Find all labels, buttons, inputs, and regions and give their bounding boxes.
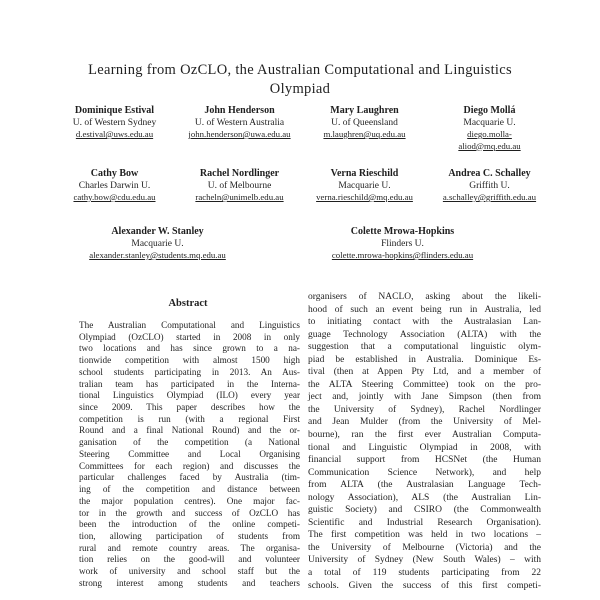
author-cell [280, 225, 525, 262]
author-name: Rachel Nordlinger [199, 168, 280, 179]
author-email-link[interactable]: verna.rieschild@mq.edu.au [316, 192, 413, 202]
text-line: piad be established in Australia. Dominique Es- [308, 354, 541, 365]
author-email-link[interactable]: m.laughren@uq.edu.au [323, 129, 406, 139]
text-line: Learning from OzCLO, the Australian Computational and Linguistics [88, 62, 512, 78]
text-line: the University of Sydney), Rachel Nordlinger [308, 404, 541, 415]
text-line: ing of the competition and distance between [79, 484, 300, 495]
text-line: Steering Committee and Local Organising [79, 448, 300, 459]
text-line: guage Technology Association (ALTA) with the [308, 329, 541, 340]
text-line: Round and a final National Round) and the or- [79, 425, 300, 436]
text-line: to initiating contact with the Australasian Lan- [308, 317, 541, 328]
author-email-link[interactable]: alexander.stanley@students.mq.edu.au [89, 250, 226, 260]
author-cell [177, 167, 302, 204]
text-line: The first competition was held in two locations – [308, 530, 541, 541]
author-affiliation: U. of Western Sydney [72, 118, 157, 128]
text-line: tion relies on the good-will and volunteer [79, 554, 300, 565]
text-line: tival (then at Appen Pty Ltd, and a member of [308, 367, 541, 378]
intro-text [308, 291, 541, 592]
author-row-1 [52, 104, 552, 154]
author-email-link[interactable]: diego.molla-aliod@mq.edu.au [458, 129, 521, 151]
author-name: Alexander W. Stanley [111, 226, 204, 237]
author-affiliation: Charles Darwin U. [78, 181, 151, 191]
text-line: ject and, jointly with Jane Simpson (then from [308, 392, 541, 403]
author-affiliation: Macquarie U. [338, 181, 391, 191]
text-line: from ALTA (the Australasian Language Tech- [308, 480, 541, 491]
text-line: ganisation of the competition (a National [79, 437, 300, 448]
text-line: Committees for each region) and discusses the [79, 460, 300, 471]
author-affiliation: Flinders U. [381, 239, 424, 249]
abstract-text [74, 320, 302, 590]
text-line: the major population centres). One major fac- [79, 495, 300, 506]
author-email-link[interactable]: d.estival@uws.edu.au [75, 129, 154, 139]
author-affiliation: U. of Melbourne [207, 181, 272, 191]
author-cell [427, 104, 552, 154]
text-line: hood of such an event being run in Australia, led [308, 304, 541, 315]
text-line: Scientific and Industrial Research Organisation). [308, 517, 541, 528]
paper-title [40, 61, 560, 99]
text-line: tralian team has participated in the Interna- [79, 378, 300, 389]
author-affiliation: Griffith U. [469, 181, 510, 191]
text-line: since 2009. This paper describes how the [79, 402, 300, 413]
author-affiliation: Macquarie U. [463, 118, 516, 128]
text-line: guistic Society) and CSIRO (the Commonwealth [308, 505, 541, 516]
author-row-3 [35, 225, 525, 262]
author-cell [302, 167, 427, 204]
text-line: the ALTA Steering Committee) took on the pro- [308, 379, 541, 390]
text-line: nology Association), ALS (the Australian Lin- [308, 492, 541, 503]
text-line: tional and Linguistic Olympiad in 2008, with [308, 442, 541, 453]
author-name: Verna Rieschild [330, 168, 399, 179]
text-line: particular challenges faced by Australia (tim- [79, 472, 300, 483]
text-line: bourne), ran the first ever Australian Computa- [308, 430, 541, 441]
text-line: suggestion that a computational linguistic olym- [308, 342, 541, 353]
author-name: Andrea C. Schalley [448, 168, 531, 179]
author-name: Dominique Estival [74, 105, 155, 116]
text-line: competition is run (with a regional First [79, 413, 300, 424]
text-line: Olympiad (OzCLO) started in 2008 in only [79, 331, 300, 342]
author-cell [302, 104, 427, 154]
author-cell [177, 104, 302, 154]
author-email-link[interactable]: colette.mrowa-hopkins@flinders.edu.au [331, 250, 474, 260]
author-cell [52, 104, 177, 154]
author-email-link[interactable]: a.schalley@griffith.edu.au [442, 192, 537, 202]
text-line: a total of 119 students participating from 22 [308, 568, 541, 579]
author-name: John Henderson [204, 105, 275, 116]
text-line: schools. Given the success of this first competi- [308, 580, 541, 591]
left-column [74, 298, 302, 590]
text-line: tor in the growth and success of OzCLO has [79, 507, 300, 518]
abstract-heading: Abstract [168, 298, 208, 309]
author-email-link[interactable]: cathy.bow@cdu.edu.au [73, 192, 156, 202]
author-email-link[interactable]: racheln@unimelb.edu.au [195, 192, 284, 202]
text-line: and Jean Mulder (from the University of Mel- [308, 417, 541, 428]
text-line: work of university and school staff but the [79, 566, 300, 577]
author-name: Colette Mrowa-Hopkins [350, 226, 455, 237]
author-cell [427, 167, 552, 204]
author-name: Mary Laughren [330, 105, 399, 116]
author-cell [52, 167, 177, 204]
right-column [308, 291, 541, 592]
text-line: two locations and has since grown to a na- [79, 343, 300, 354]
author-email-link[interactable]: john.henderson@uwa.edu.au [188, 129, 291, 139]
text-line: school students participating in 2013. An Aus- [79, 366, 300, 377]
author-affiliation: U. of Queensland [331, 118, 398, 128]
text-line: Communication Science Network), and help [308, 467, 541, 478]
text-line: the University of Melbourne (Victoria) and the [308, 542, 541, 553]
author-cell [35, 225, 280, 262]
text-line: strong interest among students and teachers [79, 577, 300, 588]
author-row-2 [52, 167, 552, 204]
text-line: rural and remote country areas. The organisa- [79, 542, 300, 553]
text-line: been the introduction of the online competi- [79, 519, 300, 530]
text-line: tional Linguistics Olympiad (ILO) every year [79, 390, 300, 401]
text-line: tionwide competition with almost 1500 high [79, 355, 300, 366]
text-line: financial support from HCSNet (the Human [308, 455, 541, 466]
author-name: Diego Mollá [463, 105, 516, 116]
text-line: organisers of NACLO, asking about the likeli- [308, 292, 541, 302]
text-line: Olympiad [269, 81, 331, 97]
text-line: University of Sydney (New South Wales) – with [308, 555, 541, 566]
author-name: Cathy Bow [90, 168, 139, 179]
text-line: The Australian Computational and Linguistics [79, 320, 300, 330]
author-affiliation: Macquarie U. [131, 239, 184, 249]
author-affiliation: U. of Western Australia [194, 118, 285, 128]
text-line: tion, allowing participation of students from [79, 530, 300, 541]
